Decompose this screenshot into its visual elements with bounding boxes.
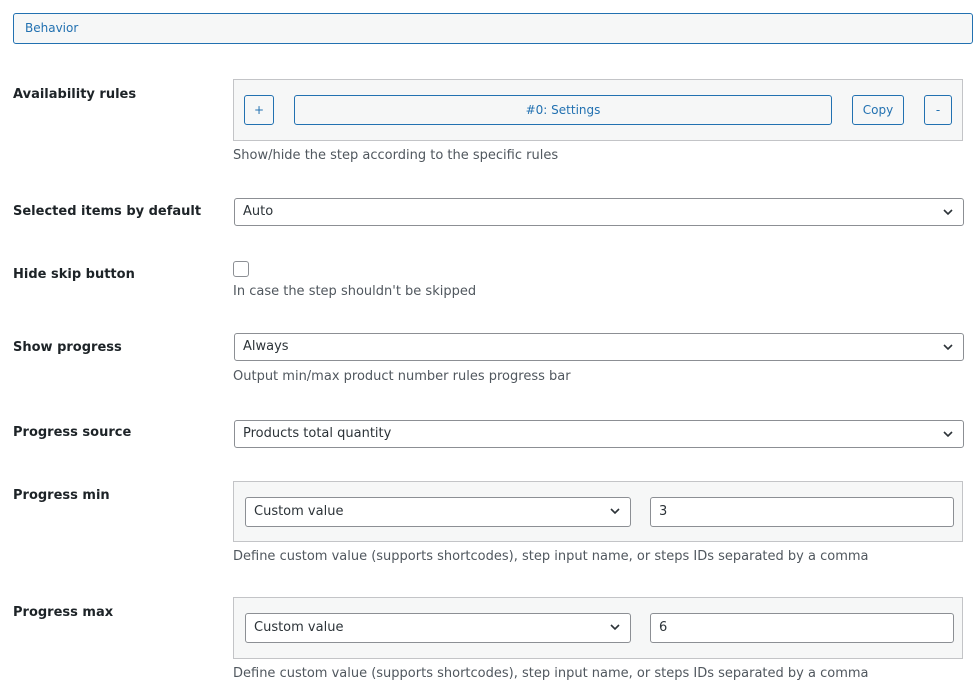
hide-skip-checkbox[interactable] [233,261,249,277]
hide-skip-description: In case the step shouldn't be skipped [233,284,477,299]
availability-rules-description: Show/hide the step according to the specific rules [233,148,559,163]
remove-rule-button[interactable]: - [924,95,952,125]
chevron-down-icon [609,621,621,633]
selected-items-label: Selected items by default [13,204,202,219]
progress-max-value: 6 [659,620,668,635]
show-progress-value: Always [243,339,289,354]
availability-rules-label: Availability rules [13,87,137,102]
progress-source-label: Progress source [13,425,132,440]
progress-min-panel [233,481,963,542]
chevron-down-icon [942,341,954,353]
selected-items-select[interactable] [234,198,964,226]
availability-rules-panel [233,79,963,141]
show-progress-label: Show progress [13,340,122,355]
chevron-down-icon [942,428,954,440]
show-progress-select[interactable] [234,333,964,361]
progress-min-description: Define custom value (supports shortcodes), step input name, or steps IDs separated by a comma [233,549,869,564]
add-rule-button[interactable]: + [244,95,274,125]
progress-max-type-select[interactable] [245,613,631,643]
progress-min-input[interactable] [650,497,954,527]
progress-max-input[interactable] [650,613,954,643]
progress-source-value: Products total quantity [243,426,392,441]
selected-items-value: Auto [243,204,274,219]
progress-source-select[interactable] [234,420,964,448]
section-title: Behavior [25,21,79,35]
progress-max-panel [233,597,963,659]
progress-max-label: Progress max [13,605,114,620]
hide-skip-label: Hide skip button [13,267,135,282]
section-tab-behavior[interactable] [13,13,973,44]
progress-min-value: 3 [659,504,668,519]
chevron-down-icon [609,505,621,517]
progress-max-description: Define custom value (supports shortcodes), step input name, or steps IDs separated by a comma [233,666,869,681]
progress-max-type-value: Custom value [254,620,344,635]
progress-min-label: Progress min [13,488,110,503]
rule-settings-button[interactable]: #0: Settings [294,95,832,125]
show-progress-description: Output min/max product number rules progress bar [233,369,571,384]
copy-rule-button[interactable]: Copy [852,95,904,125]
progress-min-type-select[interactable] [245,497,631,527]
progress-min-type-value: Custom value [254,504,344,519]
chevron-down-icon [942,206,954,218]
